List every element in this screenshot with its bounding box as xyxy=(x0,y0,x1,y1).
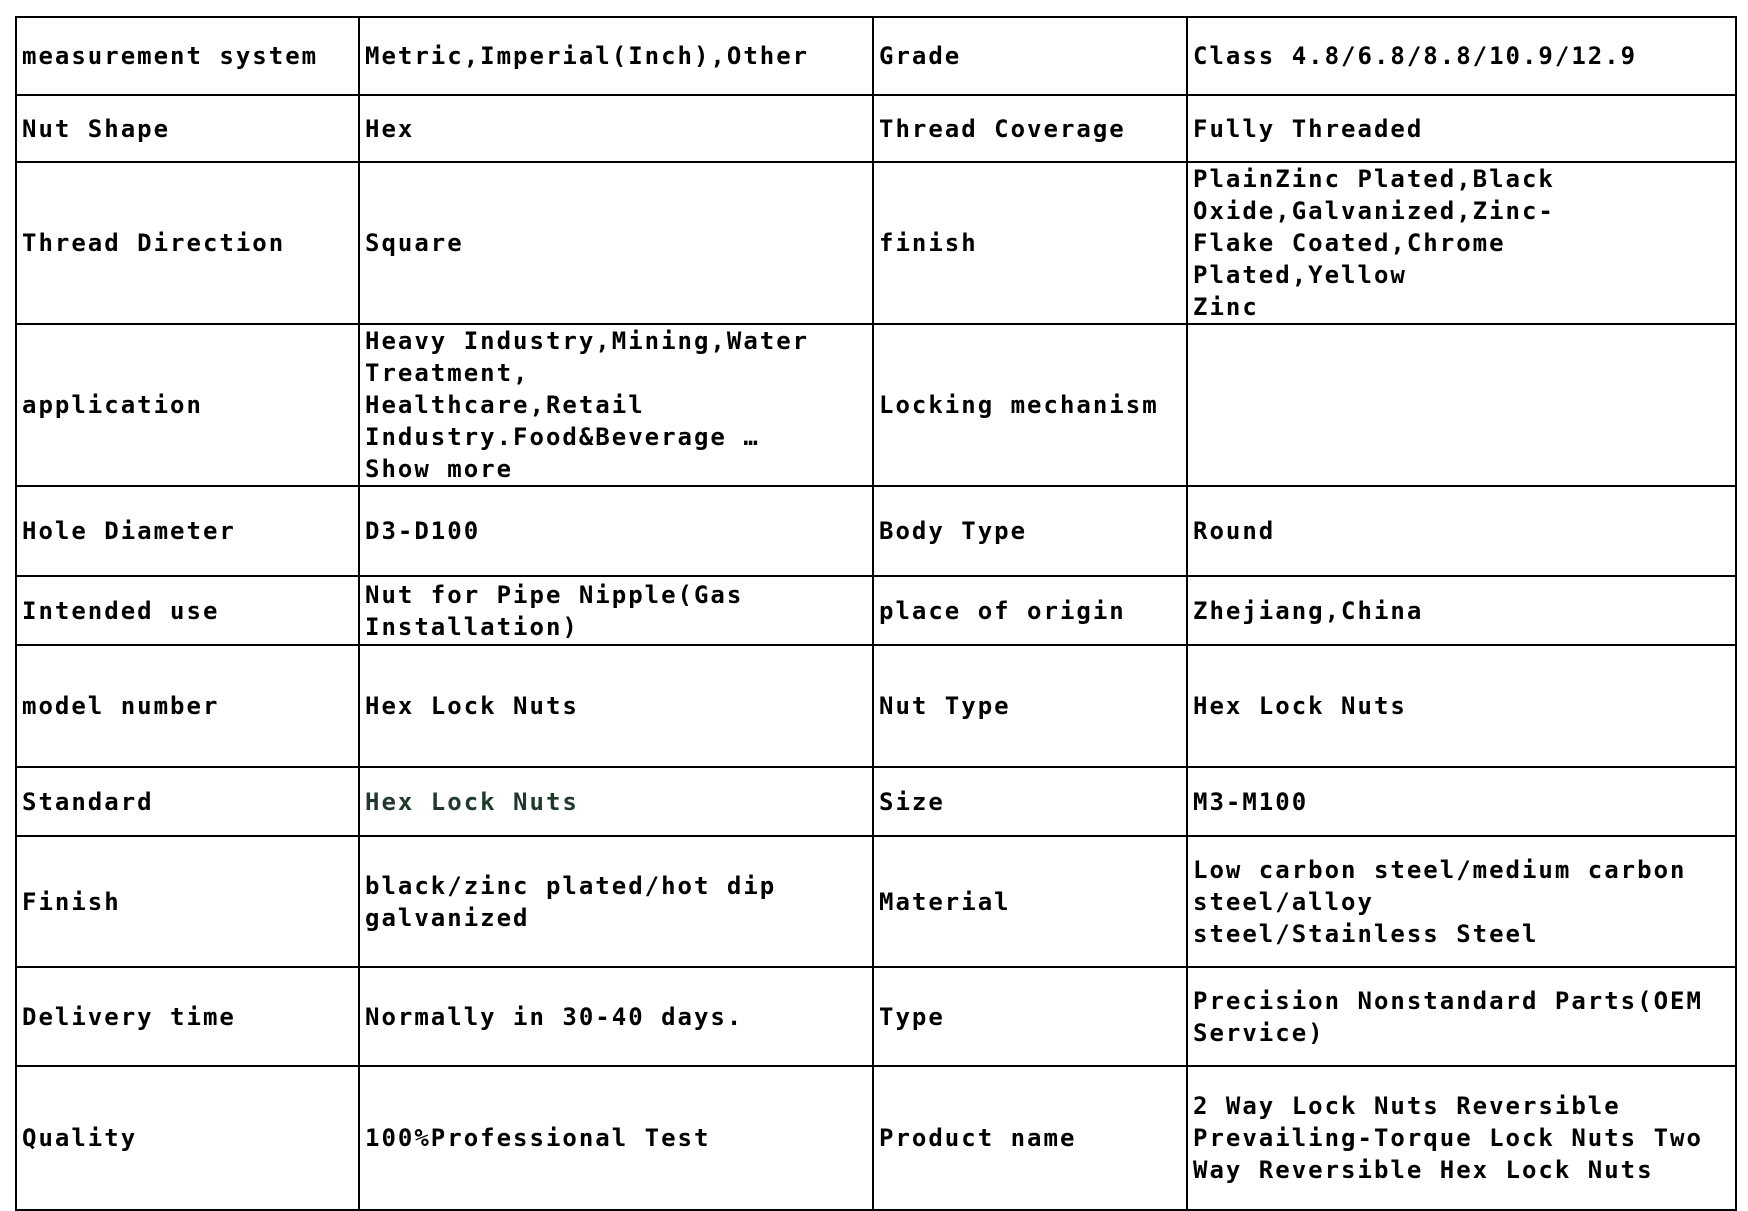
row-value: M3-M100 xyxy=(1187,767,1736,836)
row-value: 2 Way Lock Nuts Reversible Prevailing-Torque Lock Nuts Two Way Reversible Hex Lock Nuts xyxy=(1187,1066,1736,1210)
table-row xyxy=(16,162,1736,324)
row-value: Square xyxy=(359,162,873,324)
row-label: application xyxy=(16,324,359,486)
table-row xyxy=(16,836,1736,967)
row-label: Delivery time xyxy=(16,967,359,1066)
row-label: Thread Coverage xyxy=(873,95,1187,162)
row-value: Class 4.8/6.8/8.8/10.9/12.9 xyxy=(1187,17,1736,95)
row-value: Hex Lock Nuts xyxy=(359,767,873,836)
row-label: finish xyxy=(873,162,1187,324)
table-row xyxy=(16,324,1736,486)
row-label: Size xyxy=(873,767,1187,836)
table-row xyxy=(16,1066,1736,1210)
row-value: Metric,Imperial(Inch),Other xyxy=(359,17,873,95)
row-value: Hex Lock Nuts xyxy=(359,645,873,767)
row-label: Standard xyxy=(16,767,359,836)
spec-table xyxy=(15,16,1737,1211)
table-row xyxy=(16,967,1736,1066)
row-label: Nut Shape xyxy=(16,95,359,162)
row-value: Zhejiang,China xyxy=(1187,576,1736,645)
row-label: Intended use xyxy=(16,576,359,645)
row-value: Normally in 30-40 days. xyxy=(359,967,873,1066)
table-row xyxy=(16,645,1736,767)
row-label: measurement system xyxy=(16,17,359,95)
row-value: Low carbon steel/medium carbon steel/alloy steel/Stainless Steel xyxy=(1187,836,1736,967)
row-value: Heavy Industry,Mining,Water Treatment, Healthcare,Retail Industry.Food&Beverage … Show more xyxy=(359,324,873,486)
row-label: Nut Type xyxy=(873,645,1187,767)
row-label: Grade xyxy=(873,17,1187,95)
row-value: D3-D100 xyxy=(359,486,873,576)
row-label: place of origin xyxy=(873,576,1187,645)
row-value: Hex Lock Nuts xyxy=(1187,645,1736,767)
row-label: Type xyxy=(873,967,1187,1066)
row-value xyxy=(1187,324,1736,486)
table-row xyxy=(16,576,1736,645)
row-value: Fully Threaded xyxy=(1187,95,1736,162)
row-value: PlainZinc Plated,Black Oxide,Galvanized,Zinc- Flake Coated,Chrome Plated,Yellow Zinc xyxy=(1187,162,1736,324)
row-value: Precision Nonstandard Parts(OEM Service) xyxy=(1187,967,1736,1066)
row-label: Product name xyxy=(873,1066,1187,1210)
table-row xyxy=(16,486,1736,576)
row-value: 100%Professional Test xyxy=(359,1066,873,1210)
row-value: black/zinc plated/hot dip galvanized xyxy=(359,836,873,967)
table-row xyxy=(16,17,1736,95)
table-row xyxy=(16,767,1736,836)
row-value: Hex xyxy=(359,95,873,162)
table-row xyxy=(16,95,1736,162)
row-value: Nut for Pipe Nipple(Gas Installation) xyxy=(359,576,873,645)
row-label: Body Type xyxy=(873,486,1187,576)
row-label: Thread Direction xyxy=(16,162,359,324)
row-label: model number xyxy=(16,645,359,767)
row-label: Quality xyxy=(16,1066,359,1210)
row-value: Round xyxy=(1187,486,1736,576)
row-label: Finish xyxy=(16,836,359,967)
row-label: Material xyxy=(873,836,1187,967)
row-label: Locking mechanism xyxy=(873,324,1187,486)
row-label: Hole Diameter xyxy=(16,486,359,576)
